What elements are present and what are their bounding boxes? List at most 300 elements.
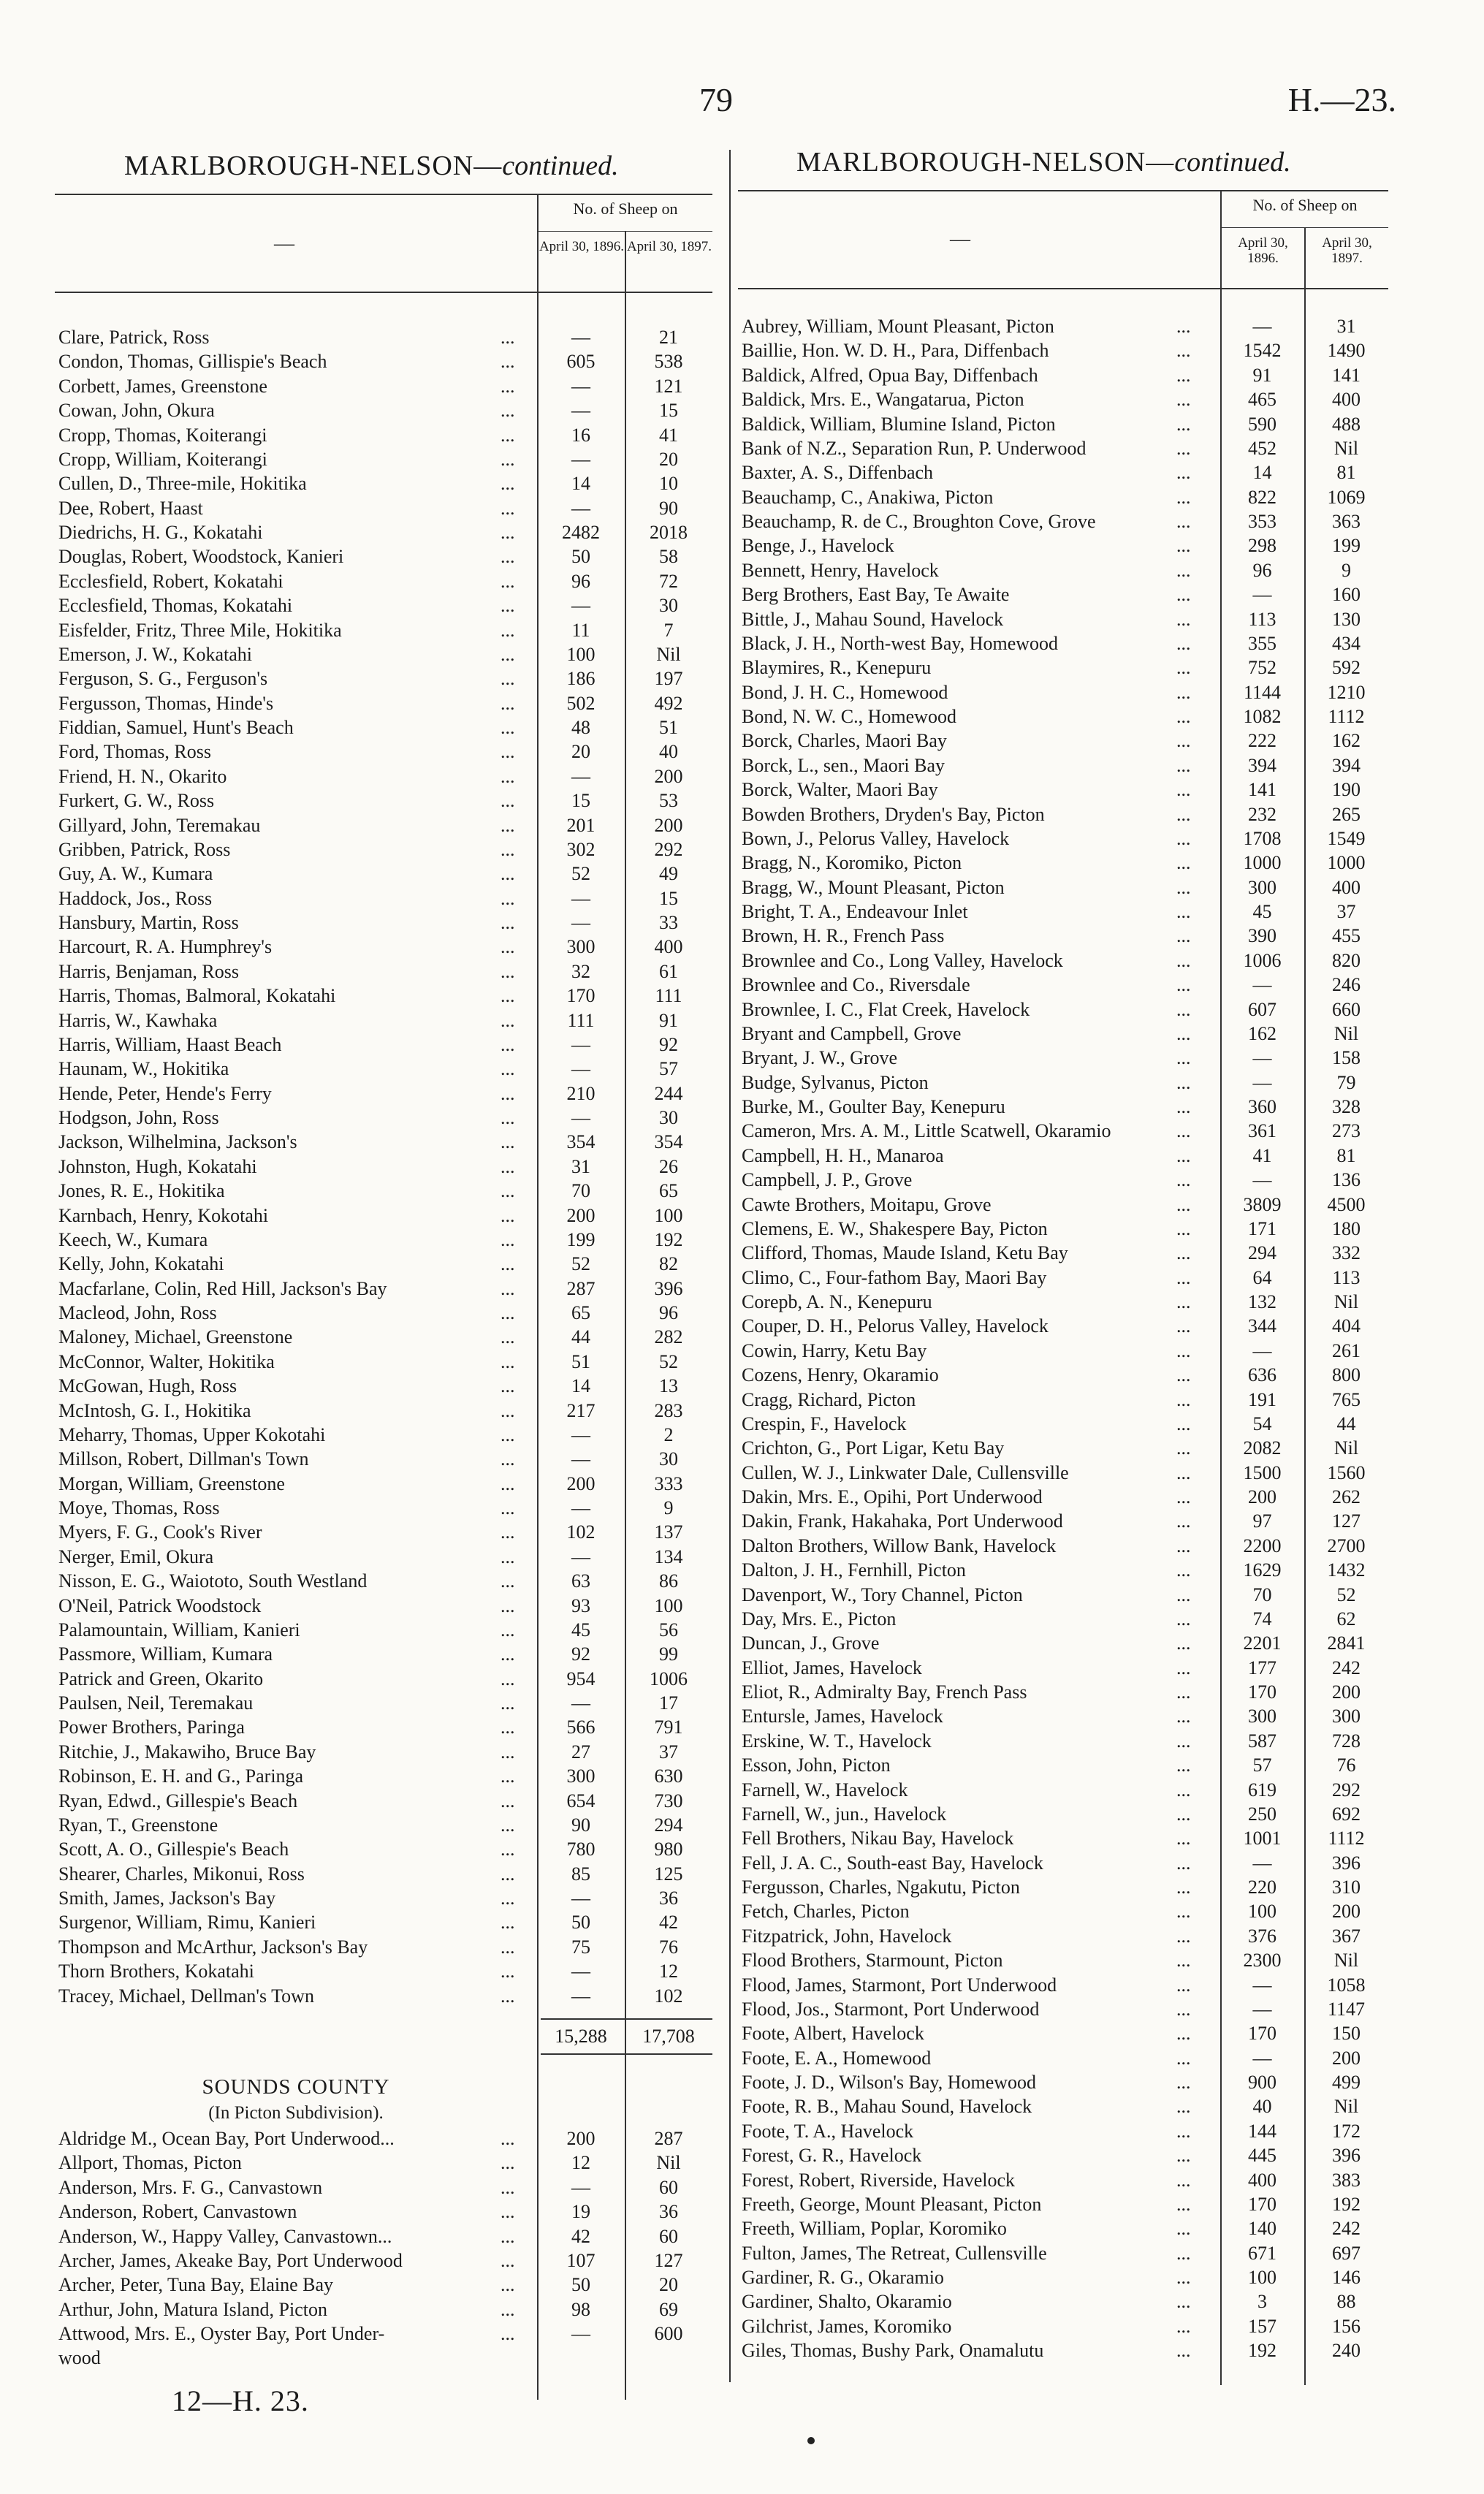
table-row <box>58 544 716 569</box>
table-row <box>58 691 716 715</box>
sheep-count-1897: 363 <box>1332 511 1361 532</box>
leader-dots: ... <box>1176 1486 1191 1508</box>
sheep-count-1897: 730 <box>654 1790 683 1811</box>
sheep-count-1896: 52 <box>571 1253 590 1275</box>
sheep-count-1896: 50 <box>571 2274 590 2296</box>
sheep-count-1896: 107 <box>566 2249 595 2271</box>
leader-dots: ... <box>501 1668 515 1689</box>
table-row <box>58 1106 716 1130</box>
leader-dots: ... <box>501 1765 515 1787</box>
sheep-count-1897: 17 <box>659 1692 678 1714</box>
sheep-count-1897: 100 <box>654 1204 683 1226</box>
sheep-count-1896: 1542 <box>1243 340 1282 362</box>
table-row <box>742 1875 1392 1899</box>
sheep-count-1896: 191 <box>1248 1388 1276 1410</box>
leader-dots: ... <box>1176 1754 1191 1776</box>
holder-name: Flood Brothers, Starmount, Picton <box>742 1950 1003 1972</box>
sheep-count-1897: 9 <box>663 1497 674 1518</box>
table-row <box>742 1851 1392 1875</box>
holder-name: Millson, Robert, Dillman's Town <box>58 1448 309 1470</box>
leader-dots: ... <box>1176 1852 1191 1874</box>
table-row <box>58 984 716 1008</box>
leader-dots: ... <box>501 1375 515 1397</box>
sheep-count-1897: 630 <box>654 1765 683 1787</box>
sheep-count-1897: 125 <box>654 1863 683 1885</box>
leader-dots: ... <box>501 2298 515 2320</box>
sheep-count-1897: 1549 <box>1327 827 1366 849</box>
table-row <box>58 374 716 398</box>
sheep-count-1896: 1708 <box>1243 827 1282 849</box>
left-heading <box>124 150 619 182</box>
leader-dots: ... <box>501 1985 515 2007</box>
sheep-count-1896: 200 <box>566 1204 595 1226</box>
sheep-count-1897: 499 <box>1332 2072 1361 2093</box>
leader-dots: ... <box>501 2152 515 2174</box>
left-header-group: No. of Sheep on <box>537 195 712 232</box>
sheep-count-1897: 434 <box>1332 632 1361 654</box>
holder-name: Nerger, Emil, Okura <box>58 1546 214 1567</box>
holder-name: Dalton Brothers, Willow Bank, Havelock <box>742 1535 1057 1556</box>
sheep-count-1897: 61 <box>659 960 678 982</box>
sheep-count-1896: — <box>571 1423 590 1445</box>
sheep-count-1897: 141 <box>1332 364 1361 386</box>
sheep-count-1897: 294 <box>654 1814 683 1836</box>
leader-dots: ... <box>501 619 515 641</box>
sheep-count-1896: 1000 <box>1243 852 1282 874</box>
sheep-count-1897: 273 <box>1332 1120 1361 1142</box>
footer-dot <box>807 2437 815 2444</box>
leader-dots: ... <box>1176 2291 1191 2313</box>
sheep-count-1896: 355 <box>1248 632 1276 654</box>
holder-name: Anderson, W., Happy Valley, Canvastown... <box>58 2225 392 2247</box>
leader-dots: ... <box>1176 1608 1191 1630</box>
sheep-count-1897: 328 <box>1332 1096 1361 1117</box>
table-row <box>742 1071 1392 1095</box>
sheep-count-1897: 292 <box>1332 1779 1361 1801</box>
holder-name: Bragg, W., Mount Pleasant, Picton <box>742 876 1005 898</box>
sheep-count-1896: 132 <box>1248 1291 1276 1312</box>
sheep-count-1897: 383 <box>1332 2169 1361 2191</box>
sheep-count-1896: 85 <box>571 1863 590 1885</box>
holder-name: Anderson, Mrs. F. G., Canvastown <box>58 2176 323 2198</box>
sheep-count-1896: 170 <box>1248 2023 1276 2045</box>
table-row <box>58 1618 716 1642</box>
sheep-count-1897: 30 <box>659 595 678 617</box>
sheep-count-1896: 20 <box>571 741 590 763</box>
sheep-count-1897: 127 <box>654 2249 683 2271</box>
table-row <box>742 2192 1392 2216</box>
leader-dots: ... <box>501 1643 515 1665</box>
sheep-count-1896: — <box>571 595 590 617</box>
holder-name: Eisfelder, Fritz, Three Mile, Hokitika <box>58 619 342 641</box>
sheep-count-1896: 752 <box>1248 657 1276 679</box>
holder-name: Bright, T. A., Endeavour Inlet <box>742 901 968 922</box>
table-row <box>742 1193 1392 1217</box>
sheep-count-1896: 31 <box>571 1155 590 1177</box>
sheep-count-1897: 455 <box>1332 925 1361 947</box>
picton-subdivision-heading: (In Picton Subdivision). <box>208 2103 384 2123</box>
sheep-count-1897: 156 <box>1332 2315 1361 2337</box>
page-number: 79 <box>699 81 733 118</box>
sheep-count-1896: 92 <box>571 1643 590 1665</box>
holder-name: Brownlee, I. C., Flat Creek, Havelock <box>742 998 1030 1020</box>
table-row <box>58 1862 716 1886</box>
sheep-count-1897: 36 <box>659 2201 678 2223</box>
leader-dots: ... <box>501 1448 515 1470</box>
leader-dots: ... <box>1176 1559 1191 1581</box>
sheep-count-1897: 192 <box>1332 2193 1361 2215</box>
sheep-count-1896: 287 <box>566 1277 595 1299</box>
sheep-count-1897: 31 <box>1336 316 1356 337</box>
table-row <box>742 1826 1392 1850</box>
holder-name: Cowin, Harry, Ketu Bay <box>742 1339 927 1361</box>
table-row <box>58 1691 716 1715</box>
sheep-count-1897: 13 <box>659 1375 678 1397</box>
leader-dots: ... <box>1176 340 1191 362</box>
holder-name: Bowden Brothers, Dryden's Bay, Picton <box>742 803 1045 825</box>
holder-name: Fetch, Charles, Picton <box>742 1901 910 1923</box>
table-row <box>58 886 716 910</box>
sheep-count-1896: 452 <box>1248 437 1276 459</box>
leader-dots: ... <box>1176 2218 1191 2240</box>
leader-dots: ... <box>1176 608 1191 630</box>
holder-name: Ritchie, J., Makawiho, Bruce Bay <box>58 1741 316 1763</box>
sheep-count-1896: 302 <box>566 838 595 860</box>
sheep-count-1897: 1147 <box>1327 1998 1366 2020</box>
sheep-count-1896: 2482 <box>562 522 600 543</box>
sheep-count-1897: 127 <box>1332 1510 1361 1532</box>
leader-dots: ... <box>501 351 515 373</box>
holder-name: Foote, J. D., Wilson's Bay, Homewood <box>742 2072 1037 2093</box>
holder-name: Dalton, J. H., Fernhill, Picton <box>742 1559 966 1581</box>
table-row <box>742 2119 1392 2143</box>
table-row <box>742 1144 1392 1168</box>
holder-name: Shearer, Charles, Mikonui, Ross <box>58 1863 305 1885</box>
sheep-count-1897: 137 <box>654 1521 683 1543</box>
leader-dots: ... <box>501 1228 515 1250</box>
sheep-count-1896: 300 <box>1248 1706 1276 1727</box>
holder-name: Blaymires, R., Kenepuru <box>742 657 932 679</box>
table-row <box>742 1485 1392 1509</box>
sheep-count-1897: Nil <box>656 643 681 665</box>
sheep-count-1896: — <box>571 887 590 909</box>
leader-dots: ... <box>501 985 515 1007</box>
holder-name: Black, J. H., North-west Bay, Homewood <box>742 632 1059 654</box>
leader-dots: ... <box>501 1521 515 1543</box>
sheep-count-1896: — <box>571 375 590 397</box>
sheep-count-1896: 199 <box>566 1228 595 1250</box>
table-row <box>742 1168 1392 1192</box>
sheep-count-1896: 954 <box>566 1668 595 1689</box>
table-row <box>58 1959 716 1983</box>
table-row <box>58 447 716 471</box>
left-total-bottom-rule <box>541 2053 712 2055</box>
leader-dots: ... <box>501 1058 515 1080</box>
holder-name: Giles, Thomas, Bushy Park, Onamalutu <box>742 2340 1044 2362</box>
table-row <box>742 1558 1392 1582</box>
sheep-count-1896: — <box>1252 974 1272 996</box>
table-row <box>742 582 1392 607</box>
leader-dots: ... <box>1176 2315 1191 2337</box>
holder-name: Climo, C., Four-fathom Bay, Maori Bay <box>742 1266 1047 1288</box>
sheep-count-1896: 619 <box>1248 1779 1276 1801</box>
leader-dots: ... <box>1176 1681 1191 1703</box>
holder-name: Bown, J., Pelorus Valley, Havelock <box>742 827 1010 849</box>
sheep-count-1896: — <box>1252 1071 1272 1093</box>
sheep-count-1896: 780 <box>566 1839 595 1860</box>
sheep-count-1896: — <box>571 2323 590 2344</box>
sheep-count-1897: 240 <box>1332 2340 1361 2362</box>
sheep-count-1896: — <box>571 1448 590 1470</box>
sheep-count-1897: 394 <box>1332 754 1361 776</box>
table-row <box>742 875 1392 900</box>
table-row <box>742 2338 1392 2362</box>
leader-dots: ... <box>1176 2120 1191 2142</box>
holder-name: Aubrey, William, Mount Pleasant, Picton <box>742 316 1054 337</box>
sheep-count-1897: 404 <box>1332 1315 1361 1337</box>
table-row <box>58 1033 716 1057</box>
sheep-count-1897: 200 <box>1332 1901 1361 1923</box>
sheep-count-1897: 52 <box>1336 1584 1356 1605</box>
holder-name: Bank of N.Z., Separation Run, P. Underwood <box>742 437 1087 459</box>
sheep-count-1897: 1058 <box>1327 1974 1366 1996</box>
sheep-count-1897: Nil <box>1333 1291 1359 1312</box>
leader-dots: ... <box>1176 681 1191 703</box>
sheep-count-1897: 396 <box>1332 1852 1361 1874</box>
holder-name: Ecclesfield, Thomas, Kokatahi <box>58 595 293 617</box>
table-row <box>742 826 1392 851</box>
holder-name: Davenport, W., Tory Channel, Picton <box>742 1584 1023 1605</box>
sheep-count-1896: — <box>1252 584 1272 606</box>
table-row <box>742 1290 1392 1314</box>
holder-name: Emerson, J. W., Kokatahi <box>58 643 253 665</box>
leader-dots: ... <box>1176 2193 1191 2215</box>
leader-dots: ... <box>1176 511 1191 532</box>
table-row <box>742 1436 1392 1460</box>
holder-name: McConnor, Walter, Hokitika <box>58 1350 275 1372</box>
leader-dots: ... <box>1176 974 1191 996</box>
table-row <box>58 862 716 886</box>
table-row <box>742 1631 1392 1655</box>
table-row <box>58 1740 716 1764</box>
holder-name: Flood, Jos., Starmont, Port Underwood <box>742 1998 1040 2020</box>
table-row <box>742 1948 1392 1972</box>
leader-dots: ... <box>1176 1291 1191 1312</box>
holder-name: Corbett, James, Greenstone <box>58 375 267 397</box>
sheep-count-1896: — <box>571 1985 590 2007</box>
table-row <box>742 2046 1392 2070</box>
leader-dots: ... <box>1176 657 1191 679</box>
holder-name: Clemens, E. W., Shakespere Bay, Picton <box>742 1217 1048 1239</box>
leader-dots: ... <box>501 887 515 909</box>
holder-name: Burke, M., Goulter Bay, Kenepuru <box>742 1096 1005 1117</box>
sheep-count-1896: 1001 <box>1243 1828 1282 1849</box>
sheep-count-1896: 50 <box>571 546 590 568</box>
sheep-count-1896: 3 <box>1257 2291 1267 2313</box>
holder-name: Farnell, W., jun., Havelock <box>742 1803 947 1825</box>
sheep-count-1896: 90 <box>571 1814 590 1836</box>
leader-dots: ... <box>1176 1706 1191 1727</box>
table-row <box>742 2289 1392 2314</box>
table-row <box>742 1388 1392 1412</box>
holder-name: Borck, L., sen., Maori Bay <box>742 754 945 776</box>
sheep-count-1896: 394 <box>1248 754 1276 776</box>
leader-dots: ... <box>501 1814 515 1836</box>
holder-name: Beauchamp, C., Anakiwa, Picton <box>742 486 994 508</box>
sheep-count-1896: 144 <box>1248 2120 1276 2142</box>
leader-dots: ... <box>1176 1779 1191 1801</box>
holder-name: Gardiner, Shalto, Okaramio <box>742 2291 952 2313</box>
sheep-count-1897: 146 <box>1332 2267 1361 2288</box>
sheep-count-1897: 400 <box>1332 876 1361 898</box>
table-row <box>742 924 1392 948</box>
sheep-count-1897: 15 <box>659 887 678 909</box>
table-row <box>58 1813 716 1837</box>
sheep-count-1897: 1069 <box>1327 486 1366 508</box>
sheep-count-1897: 200 <box>1332 2047 1361 2069</box>
sheep-count-1896: 605 <box>566 351 595 373</box>
sheep-count-1897: 287 <box>654 2128 683 2149</box>
holder-name: Foote, E. A., Homewood <box>742 2047 932 2069</box>
holder-name: Cozens, Henry, Okaramio <box>742 1364 939 1386</box>
leader-dots: ... <box>501 1619 515 1641</box>
leader-dots: ... <box>501 1570 515 1592</box>
holder-name: Esson, John, Picton <box>742 1754 891 1776</box>
leader-dots: ... <box>501 863 515 885</box>
table-row <box>742 1973 1392 1997</box>
leader-dots: ... <box>1176 2096 1191 2118</box>
sheep-count-1897: 1490 <box>1327 340 1366 362</box>
leader-dots: ... <box>501 838 515 860</box>
table-row <box>58 837 716 862</box>
table-row <box>58 471 716 495</box>
left-header-bottom-rule <box>55 292 712 293</box>
sheep-count-1896: 1144 <box>1243 681 1282 703</box>
sheep-count-1897: 86 <box>659 1570 678 1592</box>
left-sheep-table <box>58 325 716 2008</box>
sheep-count-1896: 636 <box>1248 1364 1276 1386</box>
sheep-count-1896: — <box>571 1107 590 1128</box>
sheep-count-1897: 158 <box>1332 1047 1361 1069</box>
right-header-dash: — <box>950 228 970 251</box>
sheep-count-1897: 244 <box>654 1082 683 1104</box>
table-row <box>742 1339 1392 1363</box>
holder-name: Budge, Sylvanus, Picton <box>742 1071 929 1093</box>
table-row <box>58 2126 716 2151</box>
sheep-count-1896: 96 <box>571 570 590 592</box>
sheep-count-1897: 30 <box>659 1107 678 1128</box>
table-row <box>58 935 716 959</box>
sheep-count-1897: 60 <box>659 2176 678 2198</box>
sheep-count-1896: 97 <box>1252 1510 1272 1532</box>
holder-name: Thorn Brothers, Kokatahi <box>58 1961 254 1982</box>
sheep-count-1896: 1006 <box>1243 949 1282 971</box>
leader-dots: ... <box>1176 1193 1191 1215</box>
sheep-count-1896: — <box>1252 1974 1272 1996</box>
holder-name: Harris, Benjaman, Ross <box>58 960 239 982</box>
right-header-group: No. of Sheep on <box>1220 191 1388 228</box>
table-row <box>742 997 1392 1022</box>
sheep-count-1897: Nil <box>1333 1950 1359 1972</box>
holder-name: Condon, Thomas, Gillispie's Beach <box>58 351 327 373</box>
sheep-count-1896: 300 <box>566 1765 595 1787</box>
holder-name: Cullen, W. J., Linkwater Dale, Cullensville <box>742 1461 1069 1483</box>
sheep-count-1897: 354 <box>654 1131 683 1153</box>
sheep-count-1897: 283 <box>654 1399 683 1421</box>
table-row <box>742 1461 1392 1485</box>
table-row <box>58 1764 716 1788</box>
sheep-count-1897: 20 <box>659 2274 678 2296</box>
sheep-count-1897: 660 <box>1332 998 1361 1020</box>
table-row <box>742 778 1392 802</box>
leader-dots: ... <box>501 1741 515 1763</box>
sheep-count-1896: 74 <box>1252 1608 1272 1630</box>
sheep-count-1897: 180 <box>1332 1217 1361 1239</box>
sheep-count-1897: Nil <box>656 2152 681 2174</box>
left-heading-main: MARLBOROUGH-NELSON— <box>124 151 503 181</box>
table-row <box>742 1729 1392 1753</box>
sheep-count-1897: 53 <box>659 790 678 812</box>
holder-name: Hodgson, John, Ross <box>58 1107 219 1128</box>
holder-name: Arthur, John, Matura Island, Picton <box>58 2298 327 2320</box>
sheep-count-1897: 261 <box>1332 1339 1361 1361</box>
sheep-count-1896: — <box>571 1961 590 1982</box>
sheep-count-1896: 16 <box>571 424 590 446</box>
sheep-count-1896: — <box>1252 316 1272 337</box>
sheep-count-1897: 42 <box>659 1912 678 1934</box>
leader-dots: ... <box>501 1692 515 1714</box>
right-header-col1: April 30, 1896. <box>1220 228 1304 288</box>
table-row <box>58 1179 716 1203</box>
leader-dots: ... <box>1176 1242 1191 1264</box>
sheep-count-1897: Nil <box>1333 437 1359 459</box>
leader-dots: ... <box>501 2176 515 2198</box>
sheep-count-1896: — <box>1252 1998 1272 2020</box>
table-row <box>58 740 716 764</box>
table-row <box>58 2248 716 2273</box>
leader-dots: ... <box>501 717 515 738</box>
holder-name: Eliot, R., Admiralty Bay, French Pass <box>742 1681 1027 1703</box>
sheep-count-1896: 11 <box>571 619 590 641</box>
sheep-count-1896: 294 <box>1248 1242 1276 1264</box>
sheep-count-1897: 980 <box>654 1839 683 1860</box>
holder-name: Foote, T. A., Havelock <box>742 2120 914 2142</box>
sheep-count-1896: 222 <box>1248 730 1276 752</box>
sheep-count-1896: 19 <box>571 2201 590 2223</box>
leader-dots: ... <box>501 1326 515 1348</box>
sheep-count-1897: 30 <box>659 1448 678 1470</box>
holder-name: Ford, Thomas, Ross <box>58 741 211 763</box>
table-row <box>58 1910 716 1934</box>
leader-dots: ... <box>1176 1510 1191 1532</box>
table-row <box>742 2314 1392 2338</box>
sheep-count-1896: 192 <box>1248 2340 1276 2362</box>
table-row <box>742 2021 1392 2045</box>
sheep-count-1897: 791 <box>654 1716 683 1738</box>
table-row <box>58 2273 716 2297</box>
table-row <box>742 558 1392 582</box>
right-header-bottom-rule <box>738 288 1388 289</box>
holder-name: Paulsen, Neil, Teremakau <box>58 1692 254 1714</box>
holder-name: Archer, James, Akeake Bay, Port Underwood <box>58 2249 403 2271</box>
sheep-count-1896: 15 <box>571 790 590 812</box>
table-row <box>58 2322 716 2346</box>
sheep-count-1896: — <box>571 1887 590 1909</box>
sheep-count-1896: 100 <box>1248 2267 1276 2288</box>
holder-name: Foote, R. B., Mahau Sound, Havelock <box>742 2096 1032 2118</box>
holder-name: Gardiner, R. G., Okaramio <box>742 2267 944 2288</box>
leader-dots: ... <box>501 1423 515 1445</box>
